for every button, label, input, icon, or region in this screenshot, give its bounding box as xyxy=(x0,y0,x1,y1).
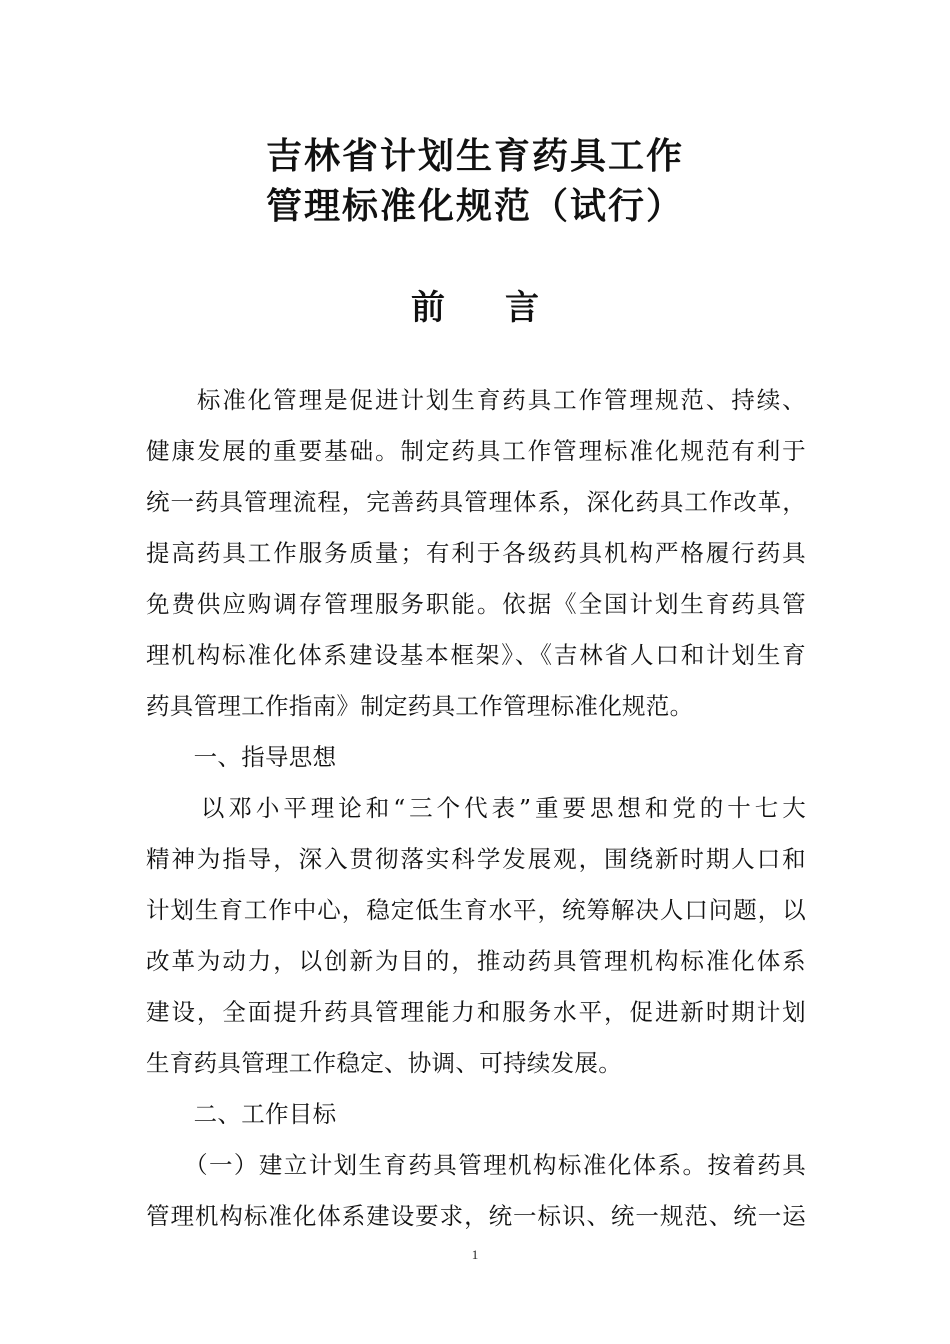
body-line: （一）建立计划生育药具管理机构标准化体系。按着药具 xyxy=(146,1151,806,1179)
body-line: 改革为动力，以创新为目的，推动药具管理机构标准化体系 xyxy=(146,947,806,975)
body-line: 生育药具管理工作稳定、协调、可持续发展。 xyxy=(146,1049,622,1077)
body-line: 理机构标准化体系建设基本框架》、《吉林省人口和计划生育 xyxy=(146,641,806,669)
body-line: 精神为指导，深入贯彻落实科学发展观，围绕新时期人口和 xyxy=(146,845,806,873)
page-number: 1 xyxy=(471,1247,479,1262)
body-line: 以邓小平理论和“三个代表”重要思想和党的十七大 xyxy=(146,794,806,822)
body-line: 统一药具管理流程，完善药具管理体系，深化药具工作改革， xyxy=(146,488,806,516)
section-heading: 前言 xyxy=(411,288,599,328)
body-line: 药具管理工作指南》制定药具工作管理标准化规范。 xyxy=(146,692,694,720)
body-line: 管理机构标准化体系建设要求，统一标识、统一规范、统一运 xyxy=(146,1202,806,1230)
document-title-line1: 吉林省计划生育药具工作 xyxy=(265,136,684,177)
document-title-line2: 管理标准化规范（试行） xyxy=(265,186,684,227)
body-line: 建设，全面提升药具管理能力和服务水平，促进新时期计划 xyxy=(146,998,806,1026)
section-heading-2: 二、工作目标 xyxy=(146,1100,337,1128)
body-line: 提高药具工作服务质量；有利于各级药具机构严格履行药具 xyxy=(146,539,806,567)
body-line: 免费供应购调存管理服务职能。依据《全国计划生育药具管 xyxy=(146,590,806,618)
body-line: 计划生育工作中心，稳定低生育水平，统筹解决人口问题，以 xyxy=(146,896,806,924)
section-heading-1: 一、指导思想 xyxy=(146,743,337,771)
body-line: 健康发展的重要基础。制定药具工作管理标准化规范有利于 xyxy=(146,437,806,465)
body-line: 标准化管理是促进计划生育药具工作管理规范、持续、 xyxy=(146,386,806,414)
